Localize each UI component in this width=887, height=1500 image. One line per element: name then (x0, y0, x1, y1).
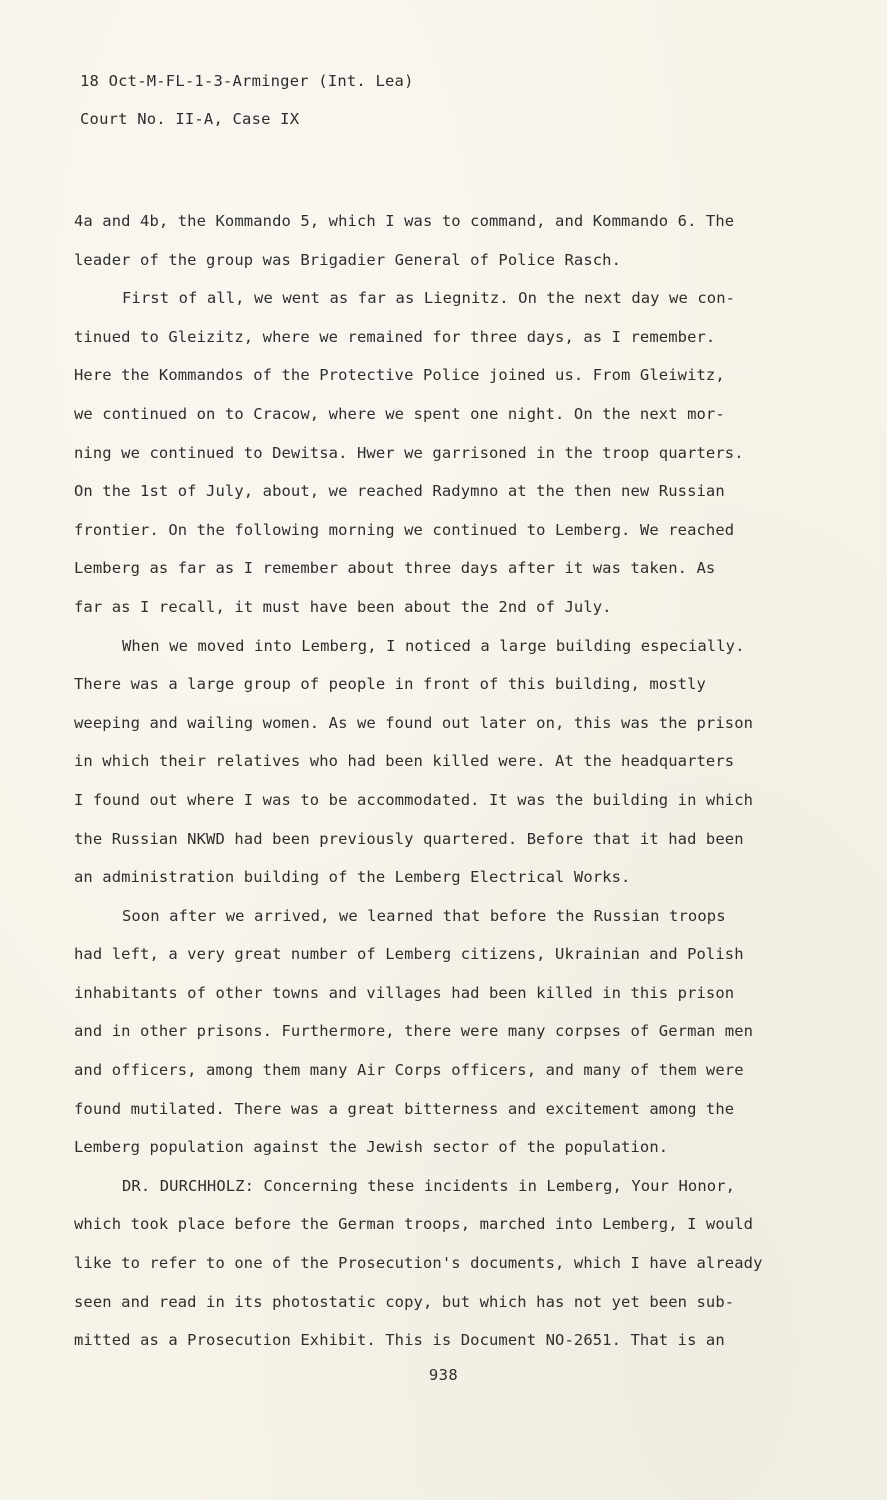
text-line: had left, a very great number of Lemberg citizens, Ukrainian and Polish (74, 945, 744, 964)
text-line: Lemberg population against the Jewish sector of the population. (74, 1138, 669, 1157)
text-line: Here the Kommandos of the Protective Police joined us. From Gleiwitz, (74, 366, 725, 385)
text-line: weeping and wailing women. As we found out later on, this was the prison (74, 713, 754, 732)
transcript-body (74, 202, 774, 1360)
text-line: On the 1st of July, about, we reached Radymno at the then new Russian (74, 482, 725, 501)
text-line: seen and read in its photostatic copy, but which has not yet been sub- (74, 1292, 735, 1311)
text-line: leader of the group was Brigadier General of Police Rasch. (74, 250, 622, 269)
text-line: mitted as a Prosecution Exhibit. This is Document NO-2651. That is an (74, 1331, 725, 1350)
header-session-line: 18 Oct-M-FL-1-3-Arminger (Int. Lea) (80, 72, 414, 90)
text-line: which took place before the German troops, marched into Lemberg, I would (74, 1215, 754, 1234)
transcript-header (80, 62, 840, 138)
text-line: There was a large group of people in front of this building, mostly (74, 675, 706, 694)
text-line: I found out where I was to be accommodated. It was the building in which (74, 790, 754, 809)
text-line: DR. DURCHHOLZ: Concerning these incidents in Lemberg, Your Honor, (122, 1176, 736, 1195)
text-line: an administration building of the Lemberg Electrical Works. (74, 868, 631, 887)
text-line: and officers, among them many Air Corps officers, and many of them were (74, 1061, 744, 1080)
text-line: and in other prisons. Furthermore, there were many corpses of German men (74, 1022, 754, 1041)
text-line: 4a and 4b, the Kommando 5, which I was to command, and Kommando 6. The (74, 212, 735, 230)
text-line: far as I recall, it must have been about the 2nd of July. (74, 597, 612, 616)
page-number: 938 (428, 1366, 459, 1384)
text-line: we continued on to Cracow, where we spent one night. On the next mor- (74, 404, 725, 423)
text-line: inhabitants of other towns and villages had been killed in this prison (74, 983, 735, 1002)
text-line: When we moved into Lemberg, I noticed a large building especially. (122, 636, 745, 655)
text-line: Soon after we arrived, we learned that before the Russian troops (122, 906, 726, 925)
text-line: frontier. On the following morning we continued to Lemberg. We reached (74, 520, 735, 539)
text-line: the Russian NKWD had been previously quartered. Before that it had been (74, 829, 744, 848)
header-court-line: Court No. II-A, Case IX (80, 110, 300, 128)
text-line: found mutilated. There was a great bitterness and excitement among the (74, 1099, 735, 1118)
text-line: First of all, we went as far as Liegnitz. On the next day we con- (122, 289, 736, 308)
text-line: Lemberg as far as I remember about three days after it was taken. As (74, 559, 716, 578)
text-line: like to refer to one of the Prosecution's documents, which I have already (74, 1254, 763, 1273)
text-line: ning we continued to Dewitsa. Hwer we garrisoned in the troop quarters. (74, 443, 744, 462)
text-line: in which their relatives who had been killed were. At the headquarters (74, 752, 735, 771)
text-line: tinued to Gleizitz, where we remained for three days, as I remember. (74, 327, 716, 346)
